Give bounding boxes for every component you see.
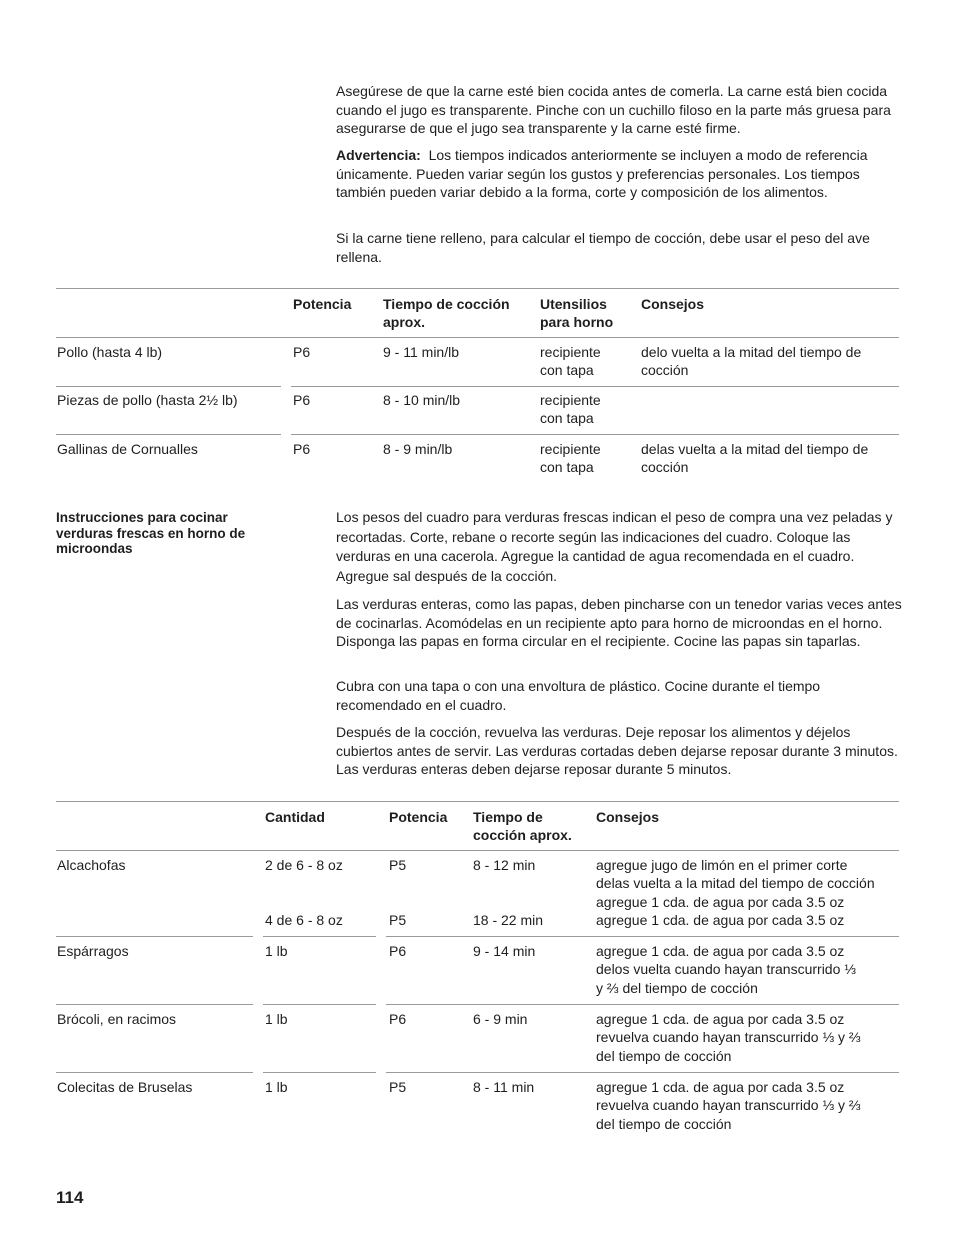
table-row-time: 8 - 9 min/lb xyxy=(383,441,453,457)
row-rule-mid xyxy=(263,936,376,937)
table-row-item: Alcachofas xyxy=(57,857,126,873)
table-row-utensil: recipiente con tapa xyxy=(540,441,601,476)
header-tips: Consejos xyxy=(641,296,705,312)
table-row-utensil: recipiente con tapa xyxy=(540,344,601,379)
row-rule-mid xyxy=(263,1072,376,1073)
table-row-item: Gallinas de Cornualles xyxy=(57,441,198,457)
table-row-item: Brócoli, en racimos xyxy=(57,1011,177,1027)
table-top-rule xyxy=(56,288,899,289)
table-row-item: Pollo (hasta 4 lb) xyxy=(57,344,163,360)
table-row-tip: agregue 1 cda. de agua por cada 3.5 oz delos vuelta cuando hayan transcurrido ⅓ y ⅔ del tiempo de cocción xyxy=(596,943,856,996)
table-row-item: Colecitas de Bruselas xyxy=(57,1079,193,1095)
header-tips: Consejos xyxy=(596,809,660,825)
table-row-power: P5 xyxy=(389,857,407,873)
table-row-utensil: recipiente con tapa xyxy=(540,392,601,427)
table-row-power: P6 xyxy=(293,392,311,408)
row-rule-right xyxy=(386,1004,899,1005)
header-time: Tiempo de cocción aprox. xyxy=(473,809,572,843)
table-top-rule xyxy=(56,801,899,802)
warning-label: Advertencia: xyxy=(336,147,421,163)
table-row-quantity: 1 lb xyxy=(265,1079,288,1095)
row-rule-right xyxy=(291,386,899,387)
table-row-time: 18 - 22 min xyxy=(473,912,544,928)
veg-paragraph-1: Los pesos del cuadro para verduras frescas indican el peso de compra una vez peladas y recortadas. Corte, rebane o recorte según las indicaciones del cuadro. Coloque las verduras en una cacerola. Agregue la cantidad de agua recomendada en el cuadro. Agregue sal después de la cocción. xyxy=(336,509,893,584)
table-row-tip: agregue jugo de limón en el primer corte delas vuelta a la mitad del tiempo de cocción agregue 1 cda. de agua por cada 3.5 oz xyxy=(596,857,875,910)
table-row-quantity: 2 de 6 - 8 oz xyxy=(265,857,343,873)
header-power: Potencia xyxy=(389,809,448,825)
row-rule-left xyxy=(56,1004,253,1005)
table-row-power: P5 xyxy=(389,912,407,928)
veg-paragraph-2: Las verduras enteras, como las papas, deben pincharse con un tenedor varias veces antes de cocinarlas. Acomódelas en un recipiente apto para horno de microondas en el horno. Disponga las papas en forma circular en el recipiente. Cocine las papas sin taparlas. xyxy=(336,596,902,650)
table-row-time: 9 - 14 min xyxy=(473,943,536,959)
table-row-item: Piezas de pollo (hasta 2½ lb) xyxy=(57,392,238,408)
table-row-quantity: 1 lb xyxy=(265,943,288,959)
row-rule-right xyxy=(386,936,899,937)
table-row-item: Espárragos xyxy=(57,943,129,959)
header-power: Potencia xyxy=(293,296,352,312)
table-row-tip: agregue 1 cda. de agua por cada 3.5 oz revuelva cuando hayan transcurrido ⅓ y ⅔ del tiempo de cocción xyxy=(596,1079,861,1132)
table-row-tip: delas vuelta a la mitad del tiempo de cocción xyxy=(641,441,869,476)
section-heading: Instrucciones para cocinar verduras frescas en horno de microondas xyxy=(56,510,246,556)
row-rule-right xyxy=(291,434,899,435)
table-row-time: 8 - 10 min/lb xyxy=(383,392,461,408)
table-row-quantity: 1 lb xyxy=(265,1011,288,1027)
table-row-time: 8 - 11 min xyxy=(473,1079,535,1095)
veg-paragraph-3: Cubra con una tapa o con una envoltura de plástico. Cocine durante el tiempo recomendado en el cuadro. xyxy=(336,678,821,713)
row-rule-left xyxy=(56,386,281,387)
header-utensils: Utensilios para horno xyxy=(540,296,614,330)
row-rule-left xyxy=(56,1072,253,1073)
table-row-tip: agregue 1 cda. de agua por cada 3.5 oz revuelva cuando hayan transcurrido ⅓ y ⅔ del tiempo de cocción xyxy=(596,1011,861,1064)
table-row-time: 6 - 9 min xyxy=(473,1011,528,1027)
table-row-power: P6 xyxy=(389,1011,407,1027)
table-row-power: P6 xyxy=(389,943,407,959)
row-rule-right xyxy=(386,1072,899,1073)
table-row-quantity: 4 de 6 - 8 oz xyxy=(265,912,343,928)
veg-paragraph-4: Después de la cocción, revuelva las verduras. Deje reposar los alimentos y déjelos cubiertos antes de servir. Las verduras cortadas deben dejarse reposar durante 3 minutos. Las verduras enteras deben dejarse reposar durante 5 minutos. xyxy=(336,724,898,778)
table-row-power: P6 xyxy=(293,344,311,360)
table-row-power: P6 xyxy=(293,441,311,457)
header-time: Tiempo de cocción aprox. xyxy=(383,296,510,330)
warning-paragraph xyxy=(336,146,902,202)
table-row-time: 9 - 11 min/lb xyxy=(383,344,459,360)
warning-text: Los tiempos indicados anteriormente se incluyen a modo de referencia únicamente. Pueden variar según los gustos y preferencias personales. Los tiempos también pueden variar debido a la forma, corte y composición de los alimentos. xyxy=(336,147,868,201)
table-row-power: P5 xyxy=(389,1079,407,1095)
header-rule xyxy=(56,337,899,338)
header-quantity: Cantidad xyxy=(265,809,325,825)
page-number: 114 xyxy=(56,1188,84,1207)
table-row-tip: agregue 1 cda. de agua por cada 3.5 oz xyxy=(596,912,845,928)
row-rule-left xyxy=(56,936,253,937)
row-rule-mid xyxy=(263,1004,376,1005)
intro-paragraph-3: Si la carne tiene relleno, para calcular el tiempo de cocción, debe usar el peso del ave rellena. xyxy=(336,230,870,265)
row-rule-left xyxy=(56,434,281,435)
header-rule xyxy=(56,850,899,851)
table-row-tip: delo vuelta a la mitad del tiempo de cocción xyxy=(641,344,862,379)
intro-paragraph-1: Asegúrese de que la carne esté bien cocida antes de comerla. La carne está bien cocida cuando el jugo es transparente. Pinche con un cuchillo filoso en la parte más gruesa para asegurarse de que el jugo sea transparente y la carne esté firme. xyxy=(336,83,891,137)
table-row-time: 8 - 12 min xyxy=(473,857,536,873)
